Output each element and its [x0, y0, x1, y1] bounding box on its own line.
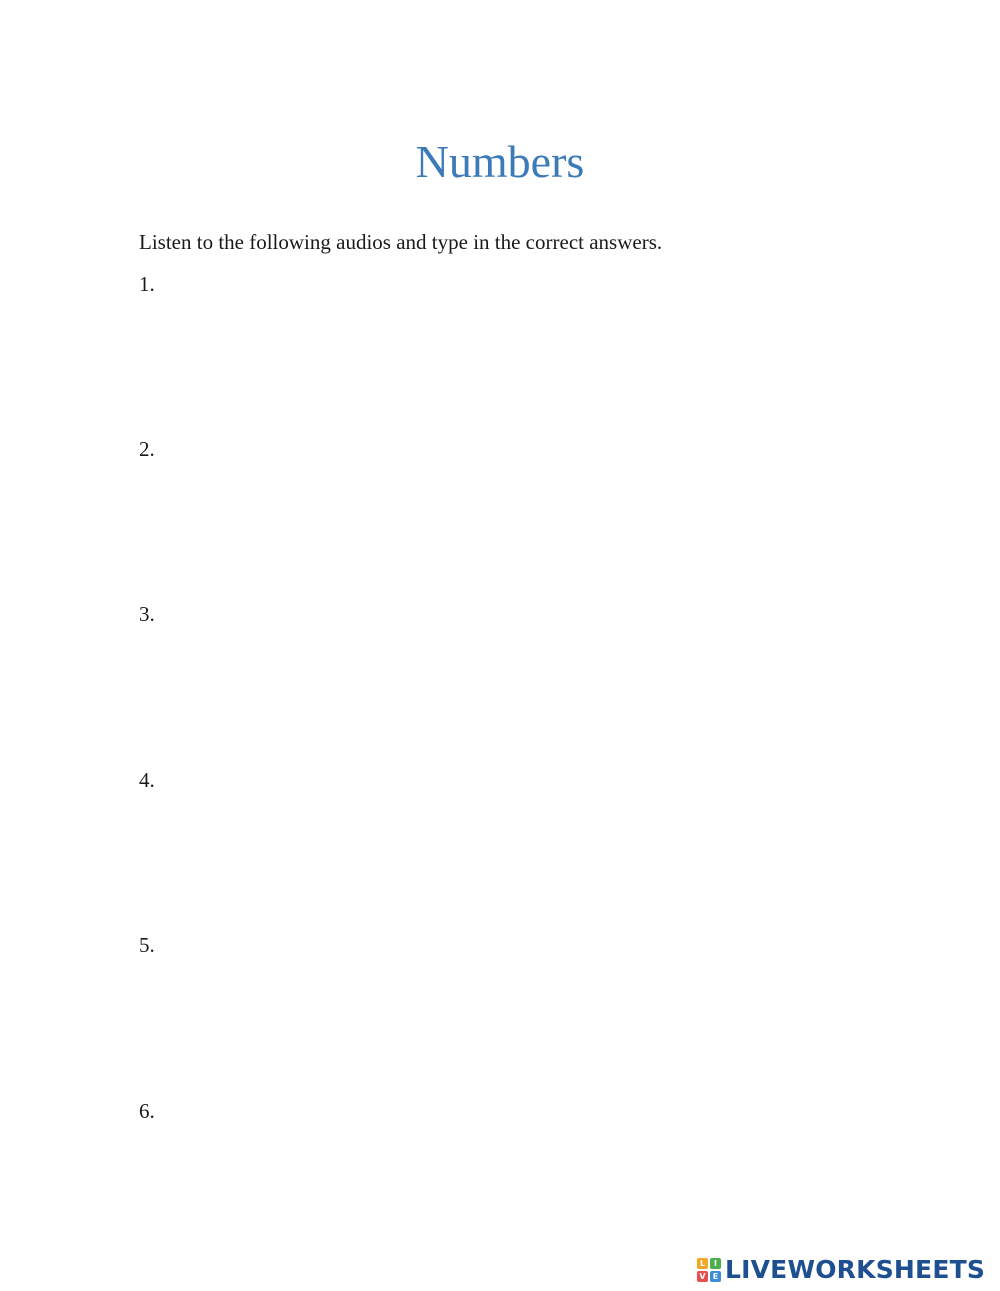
- logo-block-e: E: [710, 1271, 721, 1282]
- question-number-4: 4.: [139, 768, 155, 792]
- question-number-5: 5.: [139, 933, 155, 957]
- brand-name: LIVEWORKSHEETS: [725, 1255, 986, 1284]
- answer-area-5[interactable]: [170, 936, 870, 1046]
- question-number-3: 3.: [139, 602, 155, 626]
- logo-block-v: V: [697, 1271, 708, 1282]
- page-title: Numbers: [415, 136, 585, 187]
- liveworksheets-logo: [697, 1256, 985, 1284]
- logo-block-l: L: [697, 1258, 708, 1269]
- question-number-6: 6.: [139, 1099, 155, 1123]
- answer-area-6[interactable]: [170, 1102, 870, 1212]
- live-blocks-icon: [697, 1258, 721, 1282]
- question-number-1: 1.: [139, 272, 155, 296]
- question-number-2: 2.: [139, 437, 155, 461]
- instruction-text: Listen to the following audios and type in the correct answers.: [139, 230, 663, 254]
- answer-area-4[interactable]: [170, 771, 870, 881]
- answer-area-2[interactable]: [170, 440, 870, 550]
- answer-area-3[interactable]: [170, 605, 870, 715]
- logo-block-i: I: [710, 1258, 721, 1269]
- answer-area-1[interactable]: [170, 275, 870, 385]
